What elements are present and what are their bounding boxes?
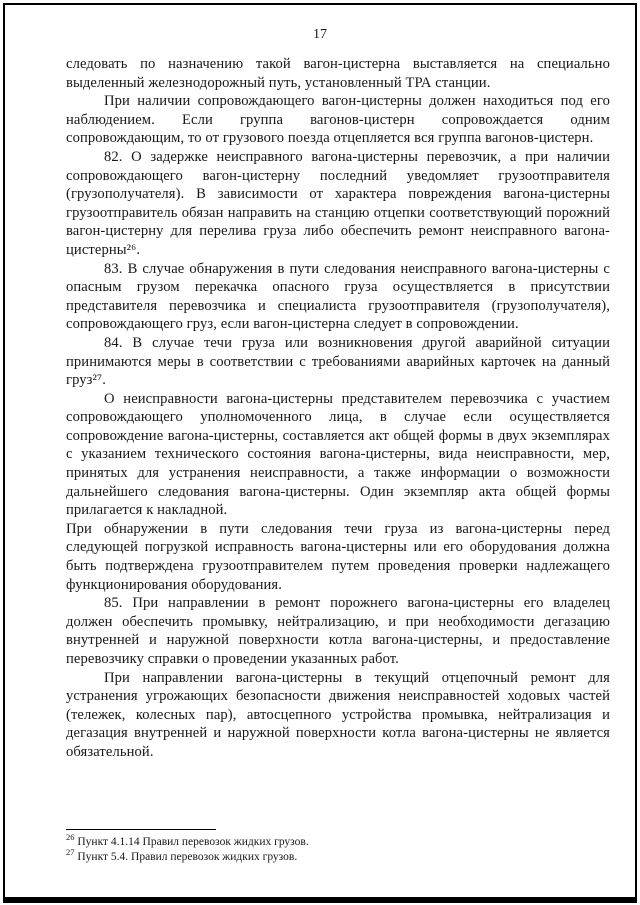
footnote-marker: 27 [66, 847, 75, 858]
footnote-separator [66, 829, 216, 830]
paragraph: 84. В случае течи груза или возникновения другой аварийной ситуации принимаются меры в соответствии с требованиями аварийных карточек на данный груз²⁷. [66, 334, 610, 389]
page-number: 17 [313, 27, 327, 42]
paragraph: следовать по назначению такой вагон-цистерна выставляется на специально выделенный железнодорожный путь, установленный ТРА станции. [66, 56, 610, 91]
paragraph: При направлении вагона-цистерны в текущий отцепочный ремонт для устранения угрожающих безопасности движения неисправностей ходовых частей (тележек, колесных пар), автосцепного устройства промывка, нейтрализация и дегазация внутренней и наружной поверхности котла вагона-цистерны не является обязательной. [66, 669, 610, 760]
paragraph: При обнаружении в пути следования течи груза из вагона-цистерны перед следующей погрузкой исправность вагона-цистерны или его оборудования должна быть подтверждена грузоотправителем путем проведения проверки надлежащего функционирования оборудования. [66, 520, 610, 593]
paragraph: 83. В случае обнаружения в пути следования неисправного вагона-цистерны с опасным грузом перекачка опасного груза осуществляется в присутствии представителя перевозчика и специалиста грузоотправителя (грузополучателя), сопровождающего груз, если вагон-цистерна следует в сопровождении. [66, 260, 610, 333]
paragraph: 85. При направлении в ремонт порожнего вагона-цистерны его владелец должен обеспечить промывку, нейтрализацию, и при необходимости дегазацию внутренней и наружной поверхности котла вагона-цистерны, и предоставление перевозчику справки о проведении указанных работ. [66, 595, 610, 667]
footnote: $^{26}$ Пункт 4.1.14 Правил перевозок жидких грузов. [66, 832, 309, 848]
footnotes-section [66, 829, 610, 865]
document-text [66, 55, 610, 762]
footnote: $^{27}$ Пункт 5.4. Правил перевозок жидких грузов. [66, 847, 298, 863]
footnote-marker: 26 [66, 832, 75, 843]
paragraph: О неисправности вагона-цистерны представителем перевозчика с участием сопровождающего уполномоченного лица, в случае если осуществляется сопровождение вагона-цистерны, составляется акт общей формы в двух экземплярах с указанием технического состояния вагона-цистерны, вида неисправности, мер, принятых для устранения неисправности, а также информации о возможности дальнейшего следования вагона-цистерны. Один экземпляр акта общей формы прилагается к накладной. [66, 390, 610, 519]
paragraph: При наличии сопровождающего вагон-цистерны должен находиться под его наблюдением. Если группа вагонов-цистерн сопровождается одним сопровождающим, то от грузового поезда отцепляется вся группа вагонов-цистерн. [66, 93, 610, 147]
paragraph: 82. О задержке неисправного вагона-цистерны перевозчик, а при наличии сопровождающего вагон-цистерну последний уведомляет грузоотправителя (грузополучателя). В зависимости от характера повреждения вагона-цистерны грузоотправитель обязан направить на станцию отцепки соответствующий порожний вагон-цистерну для перелива груза либо обеспечить ремонт неисправного вагона-цистерны²⁶. [66, 148, 610, 258]
footnote-list [66, 832, 610, 865]
